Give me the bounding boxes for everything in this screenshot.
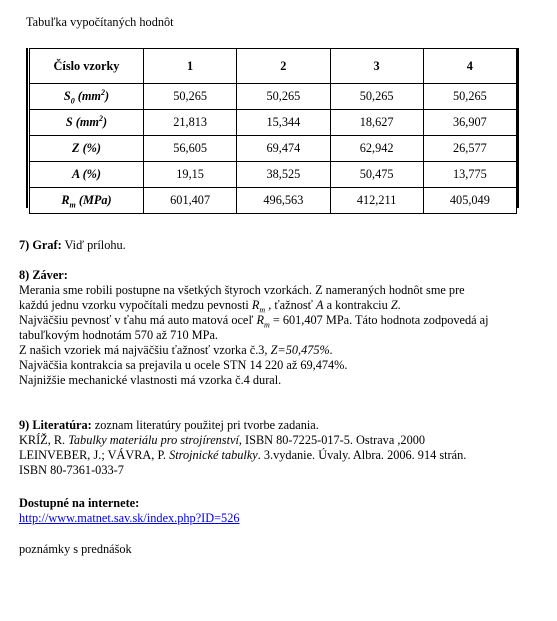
table-row [30,110,517,136]
literatura-section [19,418,539,478]
reference-item: KRÍŽ, R. Tabulky materiálu pro strojírenství, ISBN 80-7225-017-5. Ostrava ,2000 [19,433,426,447]
table-cell: 50,265 [423,84,516,110]
reference-item: LEINVEBER, J.; VÁVRA, P. Strojnické tabulky. 3.vydanie. Úvaly. Albra. 2006. 914 strán. [19,448,467,462]
table-cell: 18,627 [330,110,423,136]
row-label-s0: $S_0$ $(mm^2)$ [30,84,144,110]
table-row [30,188,517,214]
table-cell: 50,265 [237,84,330,110]
table-cell: 601,407 [144,188,237,214]
table-cell: 21,813 [144,110,237,136]
table-border-left [26,48,29,208]
row-label-a: A (%) [30,162,144,188]
table-cell: 56,605 [144,136,237,162]
results-table [29,48,517,214]
reference-isbn: ISBN 80-7361-033-7 [19,463,124,477]
internet-heading: Dostupné na internete: [19,496,140,510]
table-row [30,84,517,110]
zaver-line: Z našich vzoriek má najväčšiu ťažnosť vzorka č.3, Z=50,475%. [19,343,333,357]
table-title: Tabuľka vypočítaných hodnôt [26,15,174,29]
table-cell: 13,775 [423,162,516,188]
footer-note: poznámky s prednášok [19,542,132,556]
graf-text: Viď prílohu. [61,238,126,252]
table-cell: 496,563 [237,188,330,214]
graf-heading: 7) Graf: [19,238,62,252]
table-cell: 412,211 [330,188,423,214]
table-cell: 62,942 [330,136,423,162]
header-cell-sample: Číslo vzorky [30,49,144,84]
zaver-heading: 8) Záver: [19,268,68,282]
table-cell: 50,265 [330,84,423,110]
matnet-link[interactable]: http://www.matnet.sav.sk/index.php?ID=526 [19,511,240,525]
table-cell: 36,907 [423,110,516,136]
header-cell-3: 3 [330,49,423,84]
row-label-z: Z (%) [30,136,144,162]
table-row [30,162,517,188]
table-cell: 26,577 [423,136,516,162]
zaver-line: Najväčšiu pevnosť v ťahu má auto matová oceľ $R_m = 601,407$ MPa. Táto hodnota zodpovedá aj [19,313,489,330]
zaver-section [19,268,539,388]
header-cell-1: 1 [144,49,237,84]
table-cell: 50,265 [144,84,237,110]
header-cell-4: 4 [423,49,516,84]
internet-section [19,496,539,526]
table-header-row [30,49,517,84]
zaver-line: tabuľkovým hodnotám 570 až 710 MPa. [19,328,218,342]
literatura-heading: 9) Literatúra: zoznam literatúry použitej pri tvorbe zadania. [19,418,319,432]
table-cell: 50,475 [330,162,423,188]
table-cell: 38,525 [237,162,330,188]
row-label-rm: $R_m$ (MPa) [30,188,144,214]
table-cell: 15,344 [237,110,330,136]
table-row [30,136,517,162]
zaver-line: Merania sme robili postupne na všetkých štyroch vzorkách. Z nameraných hodnôt sme pre [19,283,465,297]
table-border-right [517,48,520,208]
zaver-line: Najnižšie mechanické vlastnosti má vzorka č.4 dural. [19,373,282,387]
header-cell-2: 2 [237,49,330,84]
table-cell: 19,15 [144,162,237,188]
zaver-line: každú jednu vzorku vypočítali medzu pevnosti $R_m$ , ťažnosť A a kontrakciu Z. [19,298,401,315]
graf-section [19,238,539,253]
row-label-s: S $(mm^2)$ [30,110,144,136]
table-cell: 405,049 [423,188,516,214]
table-cell: 69,474 [237,136,330,162]
zaver-line: Najväčšia kontrakcia sa prejavila u ocele STN 14 220 až 69,474%. [19,358,348,372]
